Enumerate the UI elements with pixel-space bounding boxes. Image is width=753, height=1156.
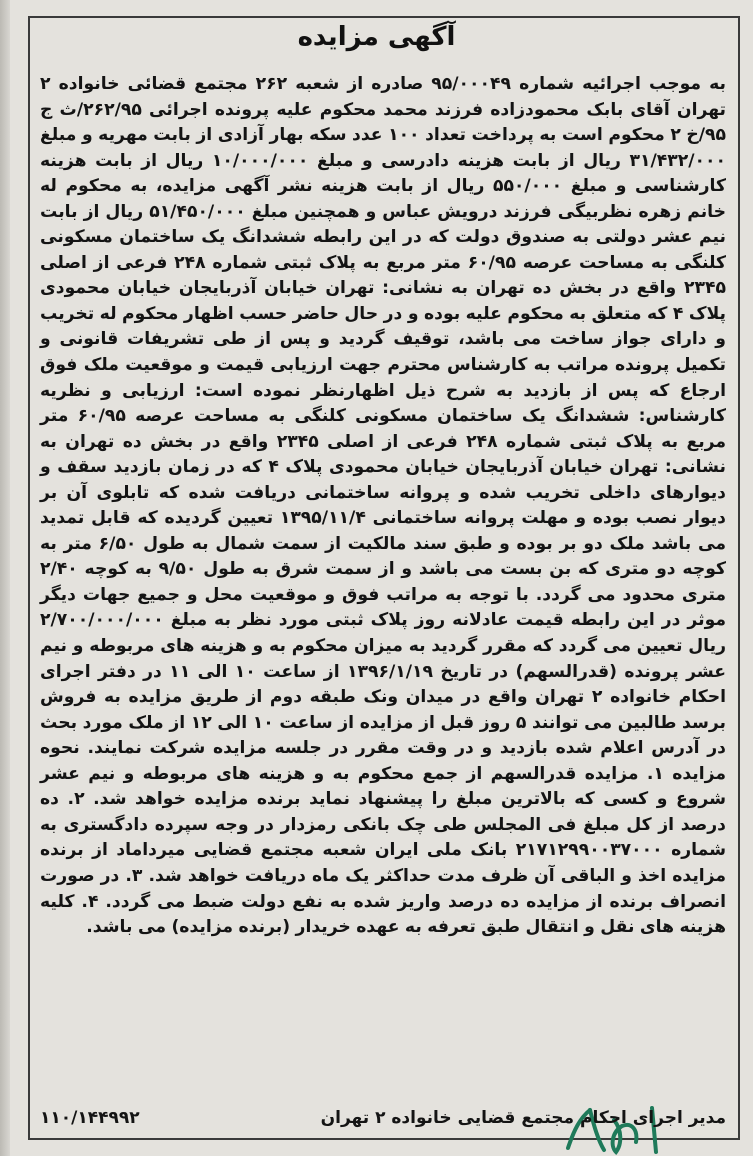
notice-title: آگهی مزایده: [297, 22, 456, 52]
notice-code: ۱۱۰/۱۴۴۹۹۲: [40, 1108, 140, 1128]
page-edge-shadow: [0, 0, 10, 1156]
notice-footer: [40, 1108, 726, 1128]
notice-body: به موجب اجرائیه شماره ۹۵/۰۰۰۴۹ صادره از شعبه ۲۶۲ مجتمع قضائی خانواده ۲ تهران آقای بابک محمودزاده فرزند محمد محکوم علیه پرونده اجرائی ۲۶۲/۹۵/ث ج ۹۵/خ ۲ محکوم است به پرداخت تعداد ۱۰۰ عدد سکه بهار آزادی از بابت مهریه و مبلغ ۳۱/۴۳۲/۰۰۰ ریال از بابت هزینه دادرسی و مبلغ ۱۰/۰۰۰/۰۰۰ ریال از بابت هزینه کارشناسی و مبلغ ۵۵۰/۰۰۰ ریال از بابت هزینه نشر آگهی مزایده، به محکوم له خانم زهره نظربیگی فرزند درویش عباس و همچنین مبلغ ۵۱/۴۵۰/۰۰۰ ریال از بابت نیم عشر دولتی به صندوق دولت که در این رابطه ششدانگ یک ساختمان مسکونی کلنگی به مساحت عرصه ۶۰/۹۵ متر مربع به پلاک ثبتی شماره ۲۴۸ فرعی از اصلی ۲۳۴۵ واقع در بخش ده تهران به نشانی: تهران خیابان آذربایجان خیابان محمودی پلاک ۴ که متعلق به محکوم علیه بوده و در حال حاضر حسب اظهار محکوم له تخریب و دارای جواز ساخت می باشد، توقیف گردید و پس از طی تشریفات قانونی و تکمیل پرونده مراتب به کارشناس محترم جهت ارزیابی قیمت و موقعیت ملک فوق ارجاع که پس از بازدید به شرح ذیل اظهارنظر نموده است: ارزیابی و نظریه کارشناس: ششدانگ یک ساختمان مسکونی کلنگی به مساحت عرصه ۶۰/۹۵ متر مربع به پلاک ثبتی شماره ۲۴۸ فرعی از اصلی ۲۳۴۵ واقع در بخش ده تهران به نشانی: تهران خیابان آذربایجان خیابان محمودی پلاک ۴ که در زمان بازدید سقف و دیوارهای داخلی تخریب شده و پروانه ساختمانی دریافت شده که تابلوی آن بر دیوار نصب بوده و مهلت پروانه ساختمانی ۱۳۹۵/۱۱/۴ تعیین گردیده که قابل تمدید می باشد ملک دو بر بوده و طبق سند مالکیت از سمت شمال به طول ۶/۵۰ متر به کوچه دو متری که بن بست می باشد و از سمت شرق به طول ۹/۵۰ به کوچه ۲/۴۰ متری محدود می گردد. با توجه به مراتب فوق و موقعیت محل و جمیع جهات دیگر موثر در این رابطه قیمت عادلانه روز پلاک ثبتی مورد نظر به مبلغ ۲/۷۰۰/۰۰۰/۰۰۰ ریال تعیین می گردد که مقرر گردید به میزان محکوم به و هزینه های مربوطه و نیم عشر پرونده (قدرالسهم) در تاریخ ۱۳۹۶/۱/۱۹ از ساعت ۱۰ الی ۱۱ در دفتر اجرای احکام خانواده ۲ تهران واقع در میدان ونک طبقه دوم از طریق مزایده به فروش برسد طالبین می توانند ۵ روز قبل از مزایده از ساعت ۱۰ الی ۱۲ از ملک مورد بحث در آدرس اعلام شده بازدید و در وقت مقرر در جلسه مزایده شرکت نمایند. نحوه مزایده ۱. مزایده قدرالسهم از جمع محکوم به و هزینه های مربوطه و نیم عشر شروع و کسی که بالاترین مبلغ را پیشنهاد نماید برنده مزایده خواهد شد. ۲. ده درصد از کل مبلغ فی المجلس طی چک بانکی رمزدار در وجه سپرده دادگستری به شماره ۲۱۷۱۲۹۹۰۰۳۷۰۰۰ بانک ملی ایران شعبه مجتمع قضایی میرداماد از برنده مزایده اخذ و الباقی آن ظرف مدت حداکثر یک ماه دریافت خواهد شد. ۳. در صورت انصراف برنده از مزایده ده درصد واریز شده به نفع دولت ضبط می گردد. ۴. کلیه هزینه های نقل و انتقال طبق تعرفه به عهده خریدار (برنده مزایده) می باشد.: [40, 74, 727, 938]
signature-line: مدیر اجرای احکام مجتمع قضایی خانواده ۲ تهران: [320, 1108, 726, 1128]
